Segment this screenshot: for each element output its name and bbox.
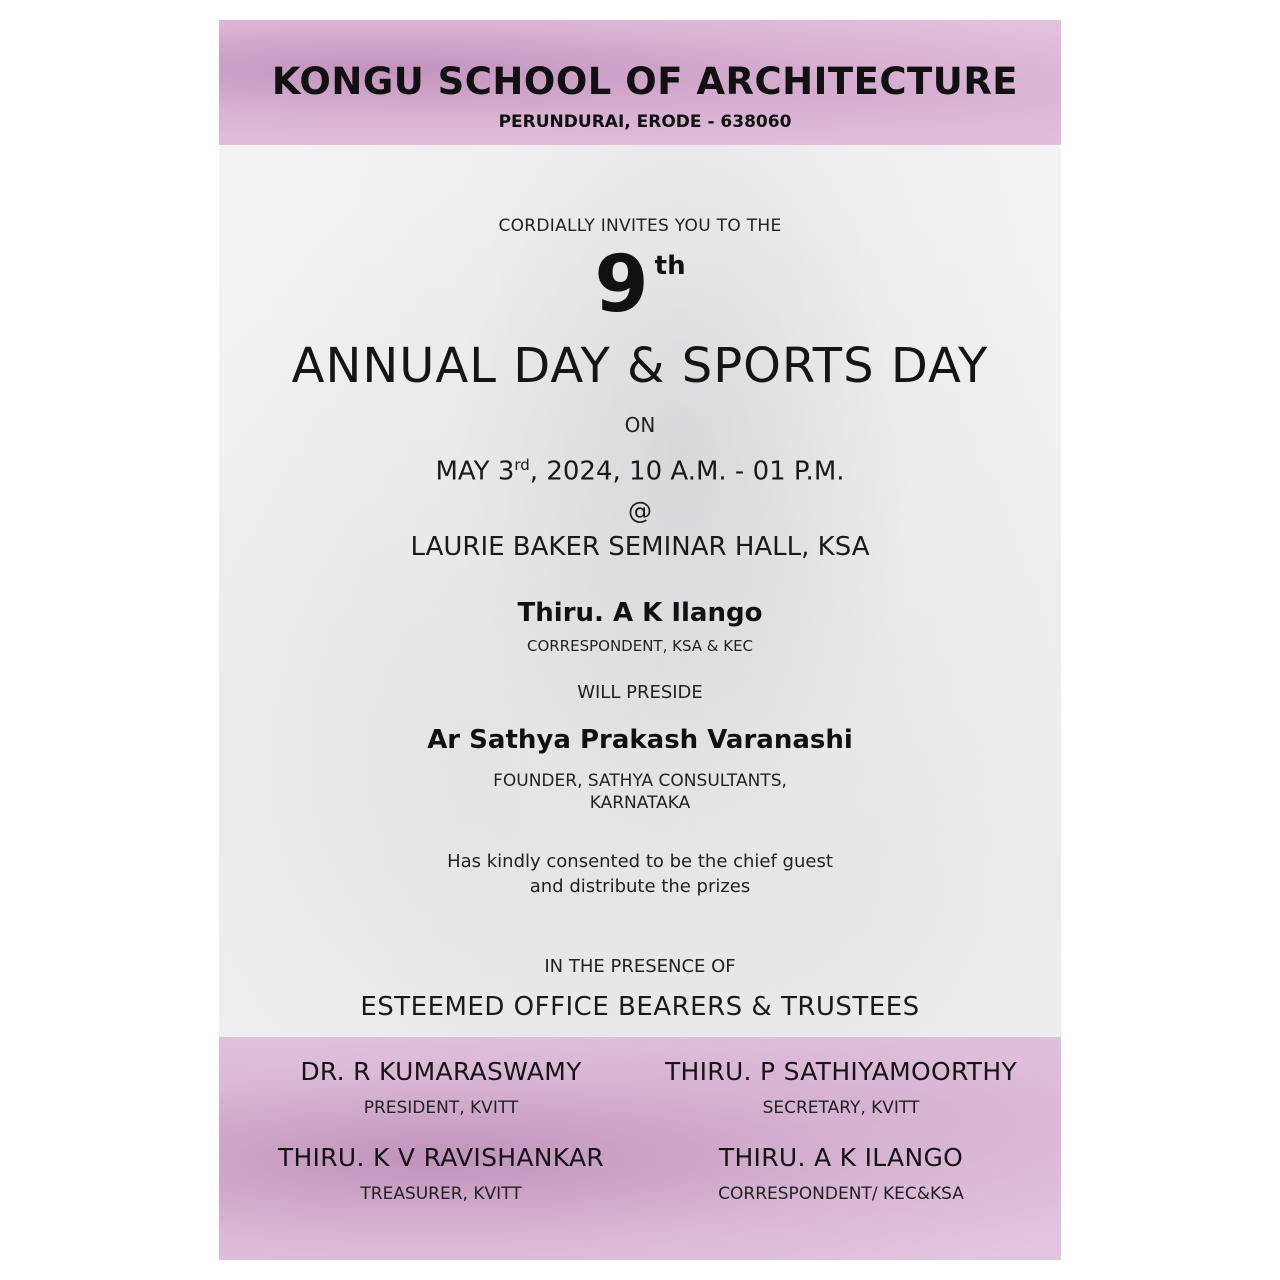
chief-guest-role-line2: KARNATAKA xyxy=(589,793,691,813)
presider-role: CORRESPONDENT, KSA & KEC xyxy=(526,637,754,655)
office-bearer-name: DR. R KUMARASWAMY xyxy=(300,1057,582,1086)
edition-suffix: th xyxy=(654,251,686,281)
consent-line1: Has kindly consented to be the chief guest xyxy=(447,851,833,872)
edition-number: 9 xyxy=(594,240,649,330)
date-month-day: MAY 3 xyxy=(435,456,515,487)
office-bearer-treasurer xyxy=(231,1143,651,1233)
event-venue: LAURIE BAKER SEMINAR HALL, KSA xyxy=(410,532,870,562)
office-bearer-role: SECRETARY, KVITT xyxy=(762,1098,920,1118)
office-bearer-role: TREASURER, KVITT xyxy=(360,1184,522,1204)
invitation-card xyxy=(219,20,1061,1260)
invitation-intro: CORDIALLY INVITES YOU TO THE xyxy=(498,216,782,236)
date-rest: , 2024, 10 A.M. - 01 P.M. xyxy=(529,456,845,487)
presence-group: ESTEEMED OFFICE BEARERS & TRUSTEES xyxy=(360,992,920,1022)
will-preside-label: WILL PRESIDE xyxy=(577,682,703,703)
edition-ordinal xyxy=(219,240,1061,330)
school-name: KONGU SCHOOL OF ARCHITECTURE xyxy=(271,60,1019,103)
office-bearer-secretary xyxy=(631,1057,1051,1147)
office-bearer-president xyxy=(231,1057,651,1147)
date-suffix: rd xyxy=(514,456,530,474)
office-bearer-name: THIRU. K V RAVISHANKAR xyxy=(277,1143,605,1172)
consent-line2: and distribute the prizes xyxy=(529,876,751,897)
chief-guest-name: Ar Sathya Prakash Varanashi xyxy=(427,725,853,755)
on-label: ON xyxy=(624,413,656,437)
presence-intro: IN THE PRESENCE OF xyxy=(544,956,736,977)
presider-name: Thiru. A K Ilango xyxy=(517,598,763,628)
chief-guest-role-line1: FOUNDER, SATHYA CONSULTANTS, xyxy=(493,771,787,791)
office-bearer-role: CORRESPONDENT/ KEC&KSA xyxy=(718,1184,964,1204)
school-address: PERUNDURAI, ERODE - 638060 xyxy=(498,112,792,132)
office-bearer-role: PRESIDENT, KVITT xyxy=(363,1098,519,1118)
office-bearer-name: THIRU. P SATHIYAMOORTHY xyxy=(664,1057,1018,1086)
event-title: ANNUAL DAY & SPORTS DAY xyxy=(291,338,989,394)
at-symbol: @ xyxy=(628,497,652,525)
office-bearer-correspondent xyxy=(631,1143,1051,1233)
office-bearer-name: THIRU. A K ILANGO xyxy=(718,1143,964,1172)
event-date xyxy=(219,456,1061,487)
